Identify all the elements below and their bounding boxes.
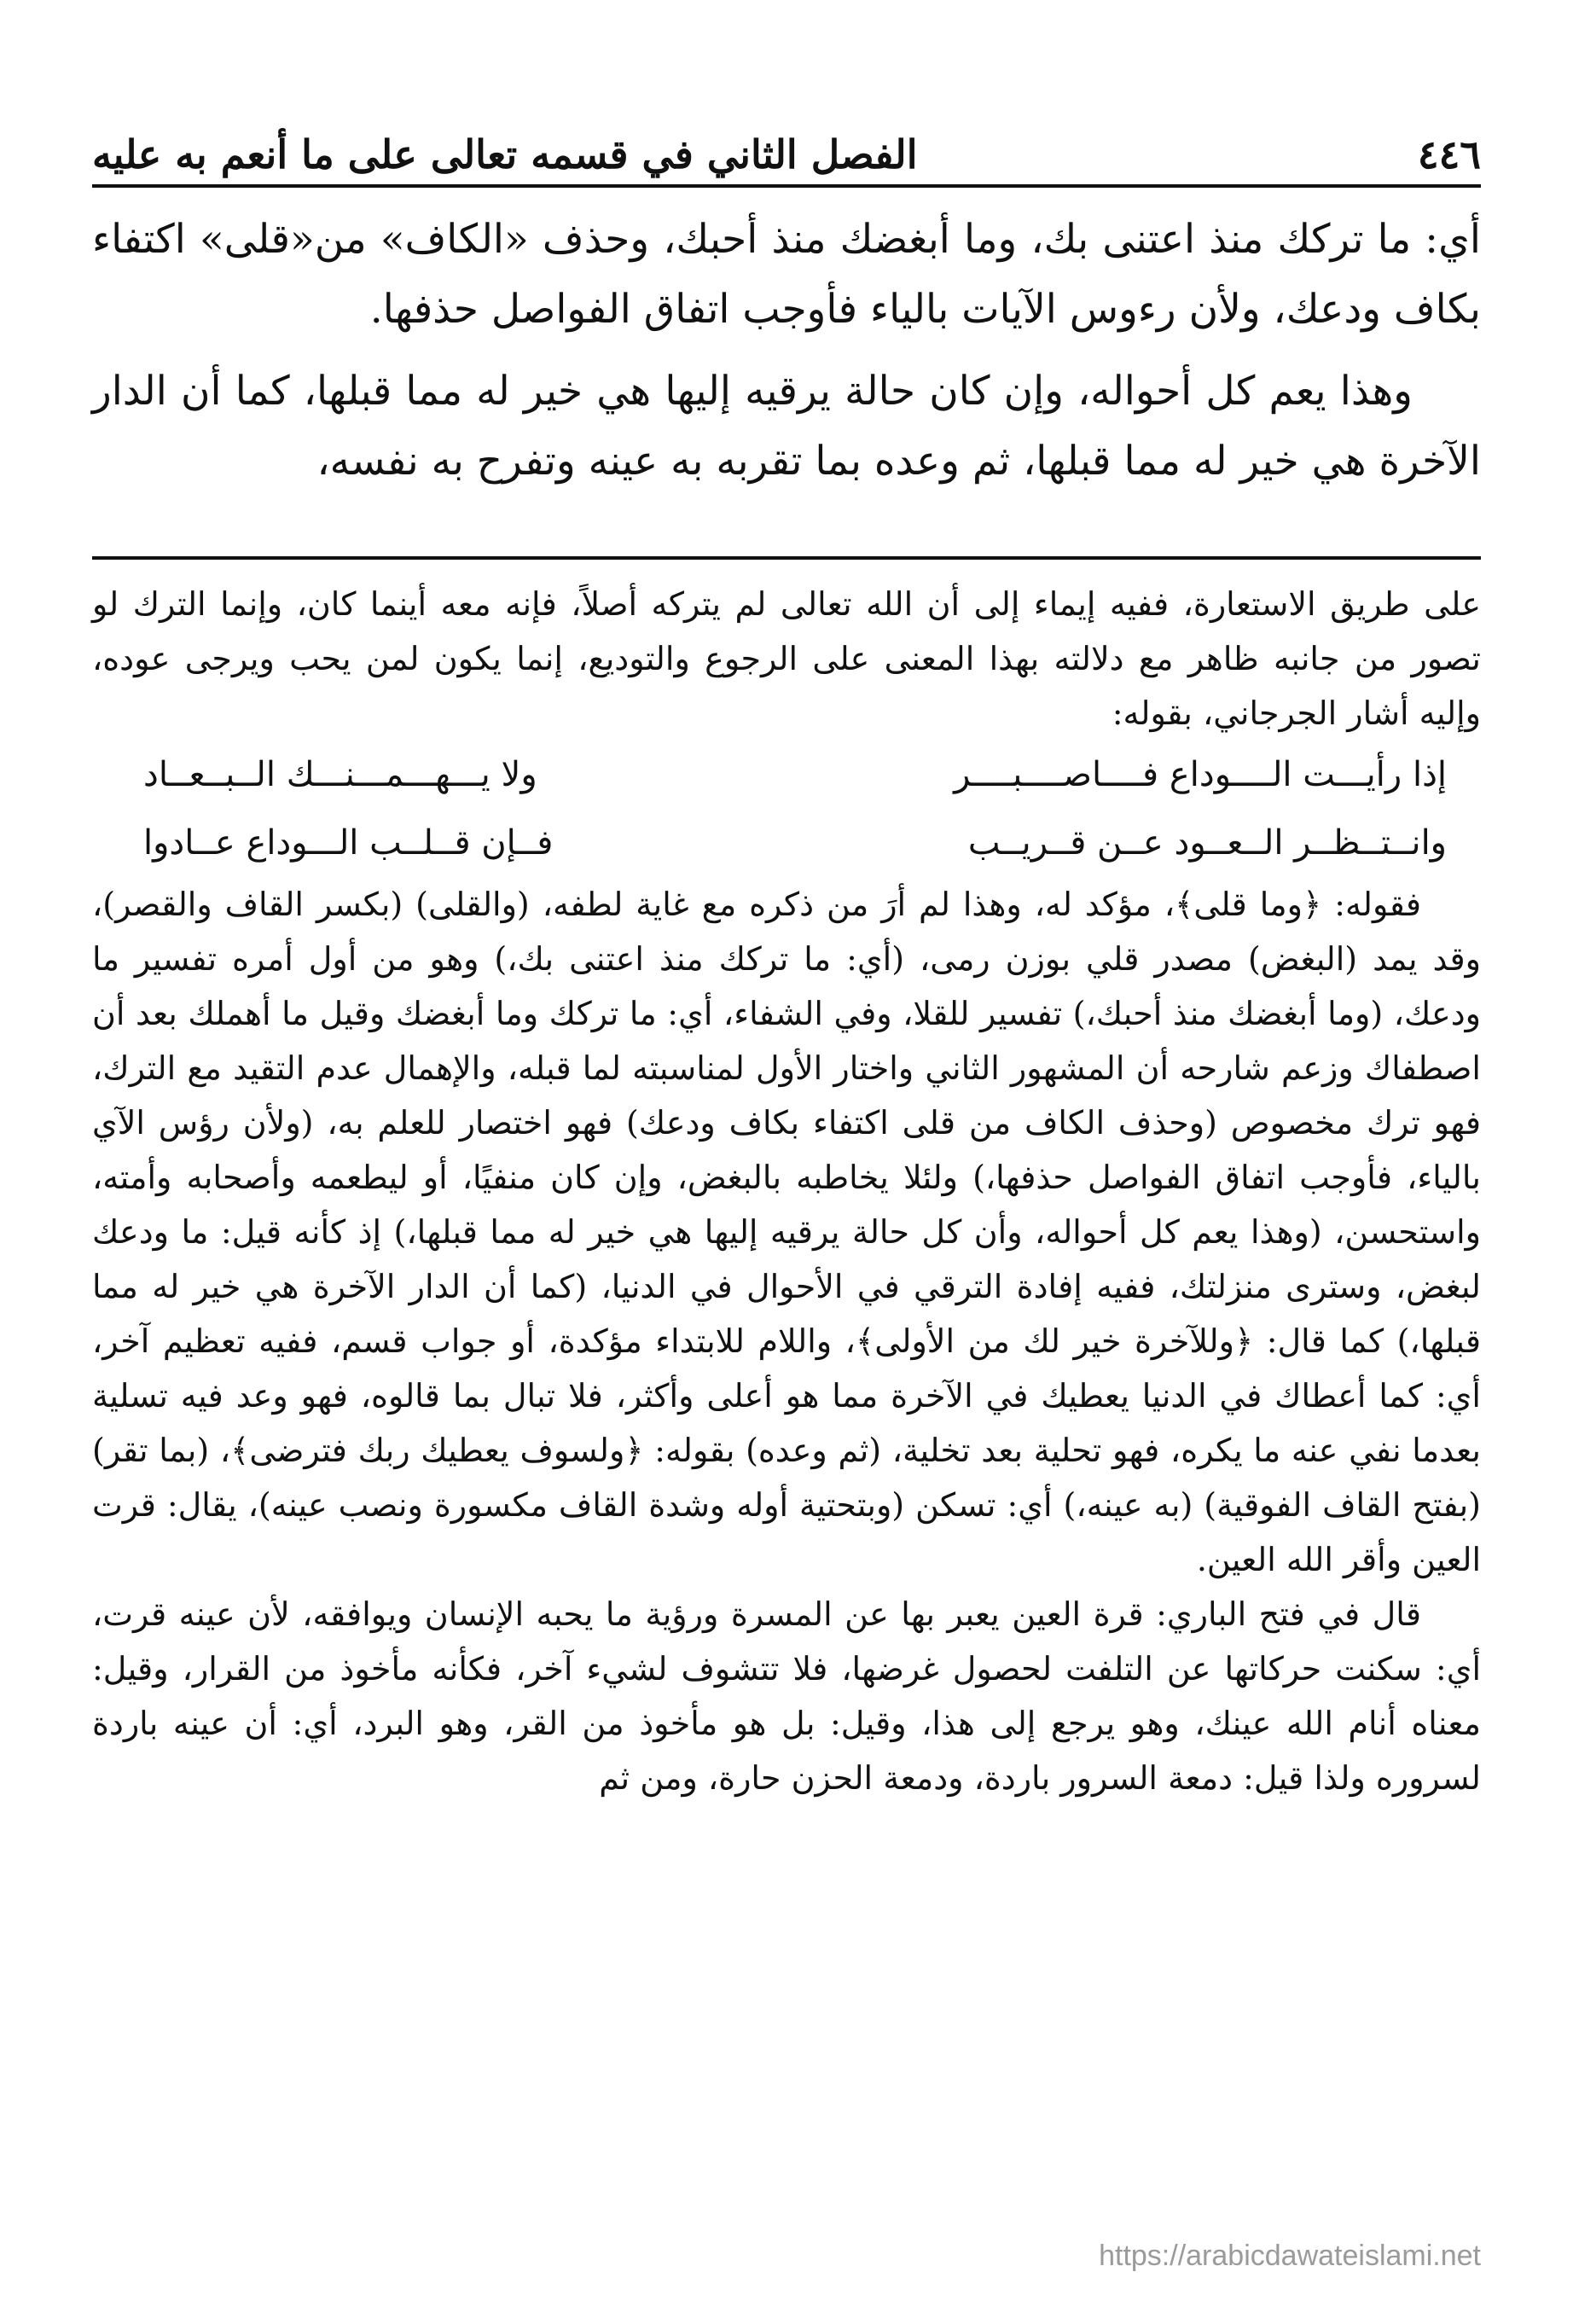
main-text bbox=[92, 205, 1481, 497]
main-paragraph-1: أي: ما تركك منذ اعتنى بك، وما أبغضك منذ أحبك، وحذف «الكاف» من«قلى» اكتفاء بكاف ودعك، ولأن رءوس الآيات بالياء فأوجب اتفاق الفواصل حذفها. bbox=[92, 216, 1481, 333]
verse-1-first-hemistich: إذا رأيـــت الــــوداع فــــاصــــبــــر bbox=[954, 755, 1447, 794]
running-title: الفصل الثاني في قسمه تعالى على ما أنعم به عليه bbox=[92, 131, 918, 177]
commentary-intro: على طريق الاستعارة، ففيه إيماء إلى أن الله تعالى لم يتركه أصلاً، فإنه معه أينما كان، وإنما الترك لو تصور من جانبه ظاهر مع دلالته بهذا المعنى على الرجوع والتوديع، إنما يكون لمن يحب ويرجى عوده، وإليه أشار الجرجاني، بقوله: bbox=[92, 585, 1481, 732]
poem-verse-2 bbox=[92, 809, 1481, 877]
header-divider bbox=[92, 184, 1481, 188]
poem-verse-1 bbox=[92, 741, 1481, 809]
verse-2-first-hemistich: وانــتــظــر الــعــود عــن قــريــب bbox=[967, 823, 1447, 863]
commentary-divider bbox=[92, 556, 1481, 560]
page-number: ٤٤٦ bbox=[1417, 131, 1481, 177]
watermark-url: https://arabicdawateislami.net bbox=[1099, 2240, 1481, 2272]
commentary-text bbox=[92, 577, 1481, 1805]
verse-1-second-hemistich: ولا يـــهـــمـــنـــك الــبــعــاد bbox=[143, 755, 537, 794]
main-paragraph-2: وهذا يعم كل أحواله، وإن كان حالة يرقيه إليها هي خير له مما قبلها، كما أن الدار الآخرة هي خير له مما قبلها، ثم وعده بما تقربه به عينه وتفرح به نفسه، bbox=[92, 368, 1481, 485]
verse-2-second-hemistich: فــإن قــلــب الـــوداع عــادوا bbox=[143, 823, 554, 863]
commentary-body: فقوله: ﴿وما قلى﴾، مؤكد له، وهذا لم أرَ من ذكره مع غاية لطفه، (والقلى) (بكسر القاف والقصر)، وقد يمد (البغض) مصدر قلي بوزن رمى، (أي: ما تركك منذ اعتنى بك،) وهو من أول أمره تفسير ما ودعك، (وما أبغضك منذ أحبك،) تفسير للقلا، وفي الشفاء، أي: ما تركك وما أبغضك وقيل ما أهملك بعد أن اصطفاك وزعم شارحه أن المشهور الثاني واختار الأول لمناسبته لما قبله، والإهمال عدم التقيد مع الترك، فهو ترك مخصوص (وحذف الكاف من قلى اكتفاء بكاف ودعك) فهو اختصار للعلم به، (ولأن رؤس الآي بالياء، فأوجب اتفاق الفواصل حذفها،) ولئلا يخاطبه بالبغض، وإن كان منفيًا، أو ليطعمه وأصحابه وأمته، واستحسن، (وهذا يعم كل أحواله، وأن كل حالة يرقيه إليها هي خير له مما قبلها،) إذ كأنه قيل: ما ودعك لبغض، وسترى منزلتك، ففيه إفادة الترقي في الأحوال في الدنيا، (كما أن الدار الآخرة هي خير له مما قبلها،) كما قال: ﴿وللآخرة خير لك من الأولى﴾، واللام للابتداء مؤكدة، أو جواب قسم، ففيه تعظيم آخر، أي: كما أعطاك في الدنيا يعطيك في الآخرة مما هو أعلى وأكثر، فلا تبال بما قالوه، فهو وعد فيه تسلية بعدما نفي عنه ما يكره، فهو تحلية بعد تخلية، (ثم وعده) بقوله: ﴿ولسوف يعطيك ربك فترضى﴾، (بما تقر) (بفتح القاف الفوقية) (به عينه،) أي: تسكن (وبتحتية أوله وشدة القاف مكسورة ونصب عينه)، يقال: قرت العين وأقر الله العين. bbox=[92, 886, 1481, 1578]
commentary-closing: قال في فتح الباري: قرة العين يعبر بها عن المسرة ورؤية ما يحبه الإنسان ويوافقه، لأن عينه قرت، أي: سكنت حركاتها عن التلفت لحصول غرضها، فلا تتشوف لشيء آخر، فكأنه مأخوذ من القرار، وقيل: معناه أنام الله عينك، وهو يرجع إلى هذا، وقيل: بل هو مأخوذ من القر، وهو البرد، أي: أن عينه باردة لسروره ولذا قيل: دمعة السرور باردة، ودمعة الحزن حارة، ومن ثم bbox=[92, 1595, 1481, 1797]
page-header bbox=[92, 109, 1481, 177]
